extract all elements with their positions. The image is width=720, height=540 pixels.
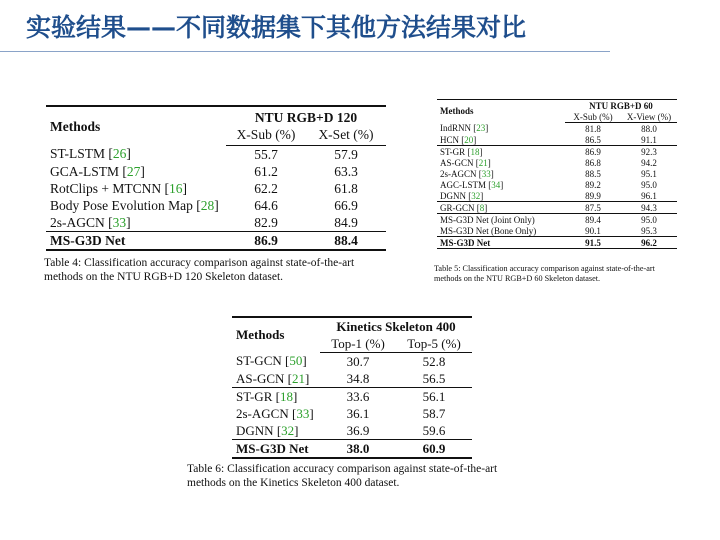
table-row — [437, 168, 677, 179]
value-col1: 88.5 — [585, 168, 601, 179]
value-col1: 90.1 — [585, 225, 601, 236]
value-col1: 33.6 — [320, 388, 396, 406]
method-name: AS-GCN — [440, 157, 476, 168]
value-col1: 62.2 — [254, 180, 278, 196]
value-col1: 36.1 — [346, 405, 370, 421]
citation-link[interactable]: 28 — [200, 197, 215, 213]
value-col2: 95.0 — [641, 179, 657, 190]
value-col1: 82.9 — [254, 214, 278, 230]
method-name: 2s-AGCN — [50, 214, 109, 230]
method-cell: AS-GCN [21] — [236, 370, 310, 386]
method-name: ST-LSTM — [50, 146, 109, 162]
table-row — [437, 237, 677, 249]
method-cell: 2s-AGCN [33] — [50, 214, 131, 230]
method-cell: 2s-AGCN [33] — [236, 405, 314, 421]
method-name: RotClips + MTCNN — [50, 180, 165, 196]
method-name: AS-GCN — [236, 370, 288, 386]
value-col2: 96.2 — [621, 237, 677, 249]
methods-header: Methods — [440, 106, 474, 117]
method-cell: AGC-LSTM [34] — [440, 179, 504, 190]
value-col1: 86.9 — [226, 232, 306, 251]
table-row — [437, 202, 677, 214]
table-ntu120 — [46, 105, 386, 251]
value-col1: 91.5 — [565, 237, 621, 249]
value-col1: 55.7 — [254, 146, 278, 162]
table-row — [437, 146, 677, 158]
value-col1: 61.2 — [254, 163, 278, 179]
citation-link[interactable]: 18 — [279, 388, 293, 404]
method-cell: DGNN [32] — [236, 422, 299, 438]
table-row — [232, 422, 472, 440]
citation-link[interactable]: 33 — [296, 405, 310, 421]
method-name: GR-GCN — [440, 202, 477, 213]
value-col2: 52.8 — [422, 353, 446, 369]
citation-link[interactable]: 16 — [169, 180, 183, 196]
table-ntu60-body — [437, 100, 677, 249]
table-row — [46, 163, 386, 180]
method-cell: HCN [20] — [440, 134, 477, 145]
table-row — [46, 214, 386, 232]
value-col1: 34.8 — [346, 370, 370, 386]
method-name: 2s-AGCN — [440, 168, 479, 179]
methods-header: Methods — [236, 327, 285, 343]
col1-header: X-Sub (%) — [565, 111, 621, 123]
method-name: DGNN — [236, 422, 277, 438]
method-name: ST-GR — [440, 146, 468, 157]
dataset-header: Kinetics Skeleton 400 — [336, 318, 456, 334]
value-col1: 64.6 — [254, 197, 278, 213]
method-name: MS-G3D Net — [236, 440, 309, 456]
method-cell: 2s-AGCN [33] — [440, 168, 494, 179]
table-ntu120-caption: Table 4: Classification accuracy comparison against state-of-the-art methods on the NTU RGB+D 120 Skeleton dataset. — [44, 257, 355, 284]
method-cell: GR-GCN [8] — [437, 202, 565, 214]
table-row — [46, 197, 386, 214]
table-kinetics — [232, 316, 472, 459]
method-cell: IndRNN [23] — [440, 123, 489, 134]
value-col1: 89.9 — [585, 190, 601, 201]
table-row — [437, 190, 677, 202]
value-col2: 95.1 — [641, 168, 657, 179]
value-col1: 30.7 — [346, 353, 370, 369]
table-ntu60 — [437, 99, 677, 249]
method-cell — [437, 225, 565, 237]
citation-link[interactable]: 21 — [292, 370, 305, 386]
table-ntu60-caption: Table 5: Classification accuracy comparison against state-of-the-art methods on the NTU RGB+D 60 Skeleton dataset. — [434, 264, 655, 284]
table-row — [437, 225, 677, 237]
value-col2: 61.8 — [334, 180, 358, 196]
col1-header: X-Sub (%) — [226, 126, 306, 146]
citation-link[interactable]: 23 — [476, 123, 486, 134]
method-cell — [437, 237, 565, 249]
method-name: MS-G3D Net — [50, 232, 126, 248]
value-col1: 87.5 — [565, 202, 621, 214]
table-kinetics-caption: Table 6: Classification accuracy comparison against state-of-the-art methods on the Kinetics Skeleton 400 dataset. — [187, 463, 498, 490]
citation-link[interactable]: 32 — [471, 190, 481, 201]
table-row — [232, 370, 472, 388]
value-col1: 36.9 — [346, 422, 370, 438]
value-col1: 89.2 — [585, 179, 601, 190]
value-col1: 86.5 — [585, 134, 601, 145]
value-col1: 81.8 — [585, 123, 601, 134]
method-name: HCN — [440, 134, 462, 145]
table-row — [437, 179, 677, 190]
method-cell: DGNN [32] — [440, 190, 484, 201]
method-cell — [46, 232, 226, 251]
col1-header: Top-1 (%) — [320, 335, 396, 353]
value-col2: 94.2 — [641, 157, 657, 168]
method-cell: ST-GR [18] — [232, 388, 320, 406]
method-name: MS-G3D Net (Bone Only) — [440, 225, 537, 236]
method-cell: AS-GCN [21] — [440, 157, 491, 168]
method-name: IndRNN — [440, 123, 474, 134]
dataset-header: NTU RGB+D 120 — [254, 109, 358, 125]
value-col1: 86.8 — [585, 157, 601, 168]
table-row — [46, 180, 386, 197]
citation-link[interactable]: 34 — [491, 179, 501, 190]
value-col2: 57.9 — [334, 146, 358, 162]
citation-link[interactable]: 50 — [289, 353, 303, 369]
title-divider — [0, 51, 610, 52]
value-col2: 66.9 — [334, 197, 358, 213]
method-name: MS-G3D Net (Joint Only) — [440, 214, 535, 225]
method-cell: Body Pose Evolution Map [28] — [50, 197, 219, 213]
value-col2: 56.5 — [422, 370, 446, 386]
slide-title: 实验结果——不同数据集下其他方法结果对比 — [26, 13, 527, 42]
method-name: 2s-AGCN — [236, 405, 292, 421]
method-cell: ST-GR [18] — [437, 146, 565, 158]
value-col1: 38.0 — [320, 440, 396, 459]
method-name: GCA-LSTM — [50, 163, 123, 179]
method-cell: ST-GCN [50] — [236, 353, 307, 369]
citation-link[interactable]: 8 — [479, 202, 485, 213]
method-name: MS-G3D Net — [440, 237, 491, 248]
method-cell: GCA-LSTM [27] — [50, 163, 145, 179]
method-name: ST-GCN — [236, 353, 286, 369]
table-row — [437, 123, 677, 135]
method-cell — [437, 214, 565, 226]
value-col2: 88.0 — [641, 123, 657, 134]
table-row — [437, 214, 677, 226]
value-col1: 89.4 — [565, 214, 621, 226]
col2-header: X-View (%) — [621, 111, 677, 123]
method-cell: RotClips + MTCNN [16] — [50, 180, 188, 196]
table-row — [232, 353, 472, 371]
value-col2: 88.4 — [306, 232, 386, 251]
citation-link[interactable]: 32 — [281, 422, 295, 438]
table-row — [232, 388, 472, 406]
citation-link[interactable]: 20 — [464, 134, 474, 145]
citation-link[interactable]: 33 — [481, 168, 491, 179]
value-col2: 95.3 — [641, 225, 657, 236]
method-name: Body Pose Evolution Map — [50, 197, 197, 213]
col2-header: Top-5 (%) — [396, 335, 472, 353]
citation-link[interactable]: 33 — [112, 214, 127, 230]
methods-header: Methods — [50, 119, 101, 135]
citation-link[interactable]: 26 — [112, 146, 127, 162]
value-col1: 86.9 — [565, 146, 621, 158]
table-row — [437, 157, 677, 168]
value-col2: 84.9 — [334, 214, 358, 230]
dataset-header: NTU RGB+D 60 — [589, 100, 653, 111]
value-col2: 96.1 — [641, 190, 657, 201]
citation-link[interactable]: 18 — [470, 146, 480, 157]
value-col2: 56.1 — [396, 388, 472, 406]
value-col2: 59.6 — [422, 422, 446, 438]
citation-link[interactable]: 21 — [478, 157, 488, 168]
table-row — [437, 134, 677, 146]
col2-header: X-Set (%) — [306, 126, 386, 146]
value-col2: 91.1 — [641, 134, 657, 145]
method-cell — [232, 440, 320, 459]
table-row — [232, 440, 472, 459]
method-name: ST-GR — [236, 388, 276, 404]
method-name: DGNN — [440, 190, 469, 201]
method-name: AGC-LSTM — [440, 179, 489, 190]
value-col2: 94.3 — [621, 202, 677, 214]
value-col2: 60.9 — [396, 440, 472, 459]
method-cell: ST-LSTM [26] — [50, 146, 131, 162]
table-kinetics-body — [232, 317, 472, 458]
table-row — [46, 146, 386, 164]
table-row — [46, 232, 386, 251]
table-row — [232, 405, 472, 422]
value-col2: 92.3 — [621, 146, 677, 158]
value-col2: 95.0 — [621, 214, 677, 226]
value-col2: 58.7 — [422, 405, 446, 421]
citation-link[interactable]: 27 — [126, 163, 141, 179]
table-ntu120-body — [46, 106, 386, 250]
value-col2: 63.3 — [334, 163, 358, 179]
